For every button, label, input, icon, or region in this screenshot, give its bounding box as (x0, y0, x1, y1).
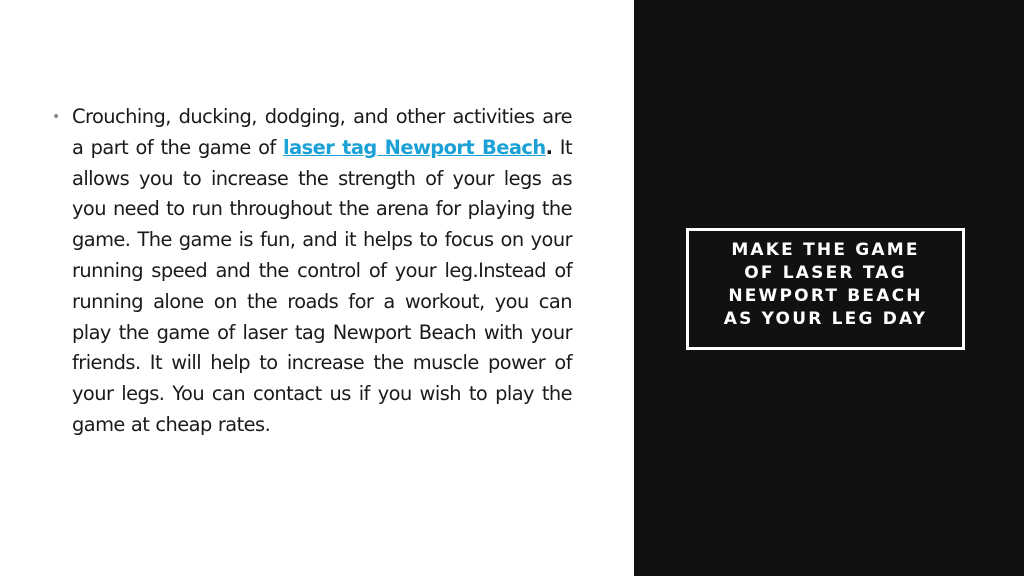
slide-title: MAKE THE GAME OF LASER TAG NEWPORT BEACH AS YOUR LEG DAY (723, 240, 928, 329)
paragraph-text-before-link: Crouching, ducking, dodging, and other activities are a part of the game of (72, 105, 572, 159)
bullet-icon: • (52, 109, 61, 125)
title-panel (634, 0, 1024, 576)
paragraph-text-after-link: It allows you to increase the strength of your legs as you need to run throughout the arena for playing the game. The game is fun, and it helps to focus on your running speed and the control of your leg.Instead of running alone on the roads for a workout, you can play the game of laser tag Newport Beach with your friends. It will help to increase the muscle power of your legs. You can contact us if you wish to play the game at cheap rates. (72, 135, 572, 436)
bullet-paragraph (72, 102, 572, 441)
bullet-item (52, 102, 572, 441)
laser-tag-link[interactable]: laser tag Newport Beach (283, 135, 546, 159)
bullet-list (52, 102, 572, 441)
title-frame (686, 228, 965, 350)
link-period: . (545, 135, 553, 159)
